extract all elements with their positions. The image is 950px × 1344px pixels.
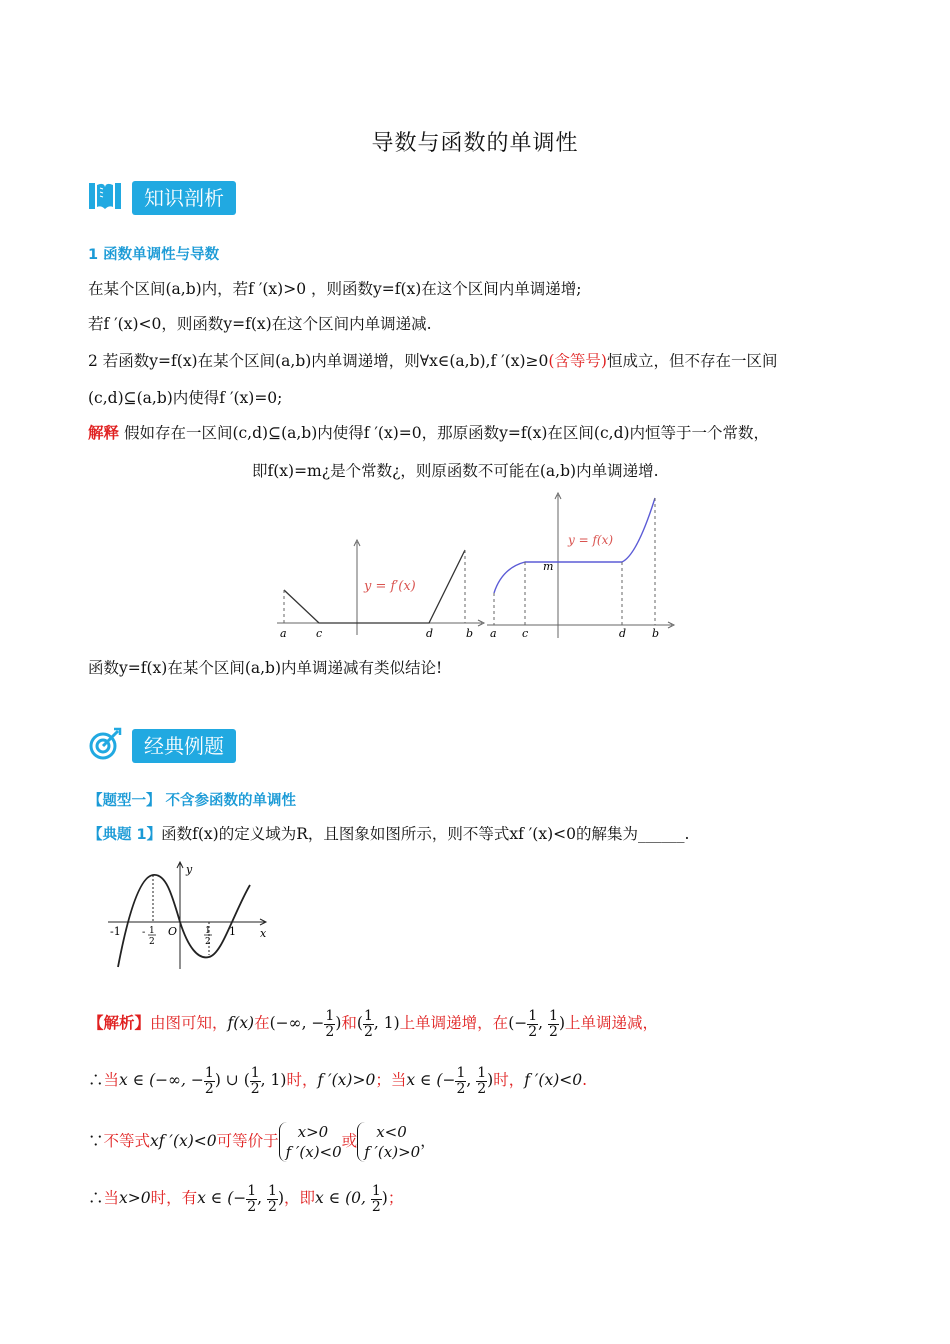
- sol-l2-end: ): [487, 1071, 494, 1089]
- section-label: 经典例题: [132, 729, 236, 763]
- example-1-statement: [88, 823, 689, 846]
- left-tick-c: c: [316, 627, 323, 640]
- fraction-half: $\frac{1}{2}$: [477, 1064, 487, 1097]
- sol-l1-i1b: ): [335, 1014, 342, 1032]
- sol-l3-or: 或: [341, 1132, 358, 1150]
- tick-1: 1: [229, 925, 236, 938]
- derivative-label: y = f′(x): [364, 579, 416, 594]
- fraction-half: $\frac{1}{2}$: [204, 1064, 214, 1097]
- sol-l2-dot: .: [582, 1071, 588, 1089]
- sol-l3-comma: ，: [420, 1132, 436, 1150]
- sol-l1-b: 在: [254, 1014, 270, 1032]
- sol-l4-b: 时，有: [150, 1189, 198, 1207]
- fraction-half: $\frac{1}{2}$: [371, 1182, 381, 1215]
- fraction-half: $\frac{1}{2}$: [456, 1064, 466, 1097]
- sol-l2-x2: x ∈ (−: [406, 1071, 456, 1089]
- explanation-line-2: 即f(x)=m¿是个常数¿，则原函数不可能在(a,b)内单调递增.: [252, 462, 659, 480]
- knowledge-heading-1: 1 函数单调性与导数: [88, 247, 220, 263]
- sol-l4-end: ): [277, 1189, 285, 1207]
- sol-l2-u: ) ∪ (: [214, 1071, 250, 1089]
- sol-l1-i2b: , 1): [373, 1014, 400, 1032]
- knowledge-line-1: 在某个区间(a,b)内，若f ′(x)>0 ，则函数y=f(x)在这个区间内单调递增;: [88, 280, 582, 298]
- function-curve: [118, 875, 250, 967]
- sol-l1-a: 由图可知，: [150, 1014, 228, 1032]
- sol-l1-i3b: ,: [538, 1014, 549, 1032]
- sol-l1-i1a: (−∞, −: [269, 1014, 325, 1032]
- sol-l4-x: x>0: [119, 1189, 151, 1207]
- k2-equal-note: (含等号): [548, 352, 607, 370]
- fraction-half: $\frac{1}{2}$: [250, 1064, 260, 1097]
- solution-line-4: [88, 1178, 403, 1218]
- example-tag: 【典题 1】: [88, 827, 162, 843]
- sol-l2-fn: f ′(x)<0: [524, 1071, 583, 1089]
- sol-l4-sep: ,: [257, 1189, 268, 1207]
- fraction-half: $\frac{1}{2}$: [528, 1007, 538, 1040]
- sol-l3-a: 不等式: [103, 1132, 151, 1150]
- function-graph-figure: [106, 855, 276, 973]
- fraction-half: $\frac{1}{2}$: [363, 1007, 373, 1040]
- section-banner-examples: [88, 728, 236, 764]
- solution-line-2: [88, 1060, 587, 1100]
- left-tick-a: a: [280, 627, 287, 640]
- open-book-icon: [88, 179, 122, 217]
- sol-l1-i3c: ): [558, 1014, 565, 1032]
- tick-neg1: -1: [110, 925, 121, 938]
- y-label: y: [186, 863, 193, 876]
- system-1: x>0 f ′(x)<0: [279, 1122, 342, 1162]
- sol-l2-x: x ∈ (−∞, −: [119, 1071, 204, 1089]
- tick-half-den: 2: [205, 937, 211, 947]
- x-label: x: [260, 927, 267, 940]
- sol-l1-f: f(x): [227, 1014, 255, 1032]
- right-tick-d: d: [619, 627, 627, 640]
- sol-l4-set2: x ∈ (0,: [315, 1189, 371, 1207]
- explanation-tag: 解释: [88, 423, 120, 442]
- knowledge-2-line-2: (c,d)⊆(a,b)内使得f ′(x)=0;: [88, 389, 283, 407]
- sol-l2-b: 时，: [286, 1071, 318, 1089]
- explanation-line-1: [88, 422, 769, 444]
- fraction-half: $\frac{1}{2}$: [549, 1007, 558, 1040]
- right-tick-b: b: [652, 627, 660, 640]
- sol-l3-b: 可等价于: [216, 1132, 279, 1150]
- sol-l4-a: 当: [103, 1189, 120, 1207]
- right-tick-c: c: [522, 627, 529, 640]
- sol-l2-d: 时，: [493, 1071, 525, 1089]
- k2-text-a: 2 若函数y=f(x)在某个区间(a,b)内单调递增，则∀x∈(a,b),f ′(x)≥0: [88, 352, 549, 370]
- therefore-symbol: ∴: [88, 1071, 104, 1089]
- sol-l4-semi: ；: [387, 1189, 404, 1207]
- page-title: 导数与函数的单调性: [371, 131, 579, 156]
- right-tick-a: a: [490, 627, 497, 640]
- k2-text-b: 恒成立，但不存在一区间: [606, 352, 778, 370]
- m-label: m: [543, 560, 554, 573]
- sol-l4-c: ，即: [284, 1189, 316, 1207]
- example-text: 函数f(x)的定义域为R，且图象如图所示，则不等式xf ′(x)<0的解集为______.: [161, 825, 690, 843]
- sol-l2-c: ；当: [375, 1071, 407, 1089]
- derivative-figure: [272, 490, 682, 650]
- therefore-symbol: ∴: [88, 1189, 104, 1207]
- sol-l1-e: 上单调递减，: [565, 1014, 659, 1032]
- origin-label: O: [168, 925, 178, 938]
- solution-line-1: [88, 1003, 658, 1043]
- sol-l3-ineq: xf ′(x)<0: [150, 1132, 217, 1150]
- explanation-text-1: 假如存在一区间(c,d)⊆(a,b)内使得f ′(x)=0，那原函数y=f(x)在区间(c,d)内恒等于一个常数，: [123, 424, 770, 442]
- tick-neg-half-den: 2: [149, 937, 155, 947]
- sol-l2-sep: ,: [466, 1071, 477, 1089]
- because-symbol: ∵: [88, 1132, 104, 1150]
- section-label: 知识剖析: [132, 181, 236, 215]
- section-banner-knowledge: [88, 180, 236, 216]
- solution-tag: 【解析】: [88, 1013, 151, 1032]
- question-type-heading: 【题型一】 不含参函数的单调性: [88, 793, 297, 809]
- fraction-half: $\frac{1}{2}$: [247, 1182, 257, 1215]
- tick-half-num: 1: [205, 926, 211, 936]
- fraction-half: $\frac{1}{2}$: [268, 1182, 277, 1215]
- sol-l2-u2: , 1): [260, 1071, 287, 1089]
- tick-neg-half-minus: -: [142, 927, 146, 938]
- knowledge-conclusion: 函数y=f(x)在某个区间(a,b)内单调递减有类似结论!: [88, 659, 443, 677]
- sol-l1-i3a: (−: [508, 1014, 528, 1032]
- fraction-half: $\frac{1}{2}$: [325, 1007, 335, 1040]
- sol-l2-fp: f ′(x)>0: [317, 1071, 376, 1089]
- knowledge-2-line-1: [88, 350, 777, 372]
- tick-neg-half-num: 1: [149, 926, 155, 936]
- system-2: x<0 f ′(x)>0: [357, 1122, 420, 1162]
- left-tick-b: b: [466, 627, 474, 640]
- sol-l1-i2a: (: [356, 1014, 363, 1032]
- function-label: y = f(x): [568, 533, 614, 547]
- knowledge-line-2: 若f ′(x)<0，则函数y=f(x)在这个区间内单调递减.: [88, 315, 432, 333]
- left-tick-d: d: [426, 627, 434, 640]
- sol-l1-d: 上单调递增，在: [399, 1014, 509, 1032]
- sol-l4-end2: ): [381, 1189, 388, 1207]
- sol-l2-a: 当: [103, 1071, 120, 1089]
- sol-l4-set: x ∈ (−: [197, 1189, 247, 1207]
- solution-line-3: [88, 1118, 436, 1164]
- sol-l1-c: 和: [341, 1014, 357, 1032]
- target-arrow-icon: [88, 727, 122, 765]
